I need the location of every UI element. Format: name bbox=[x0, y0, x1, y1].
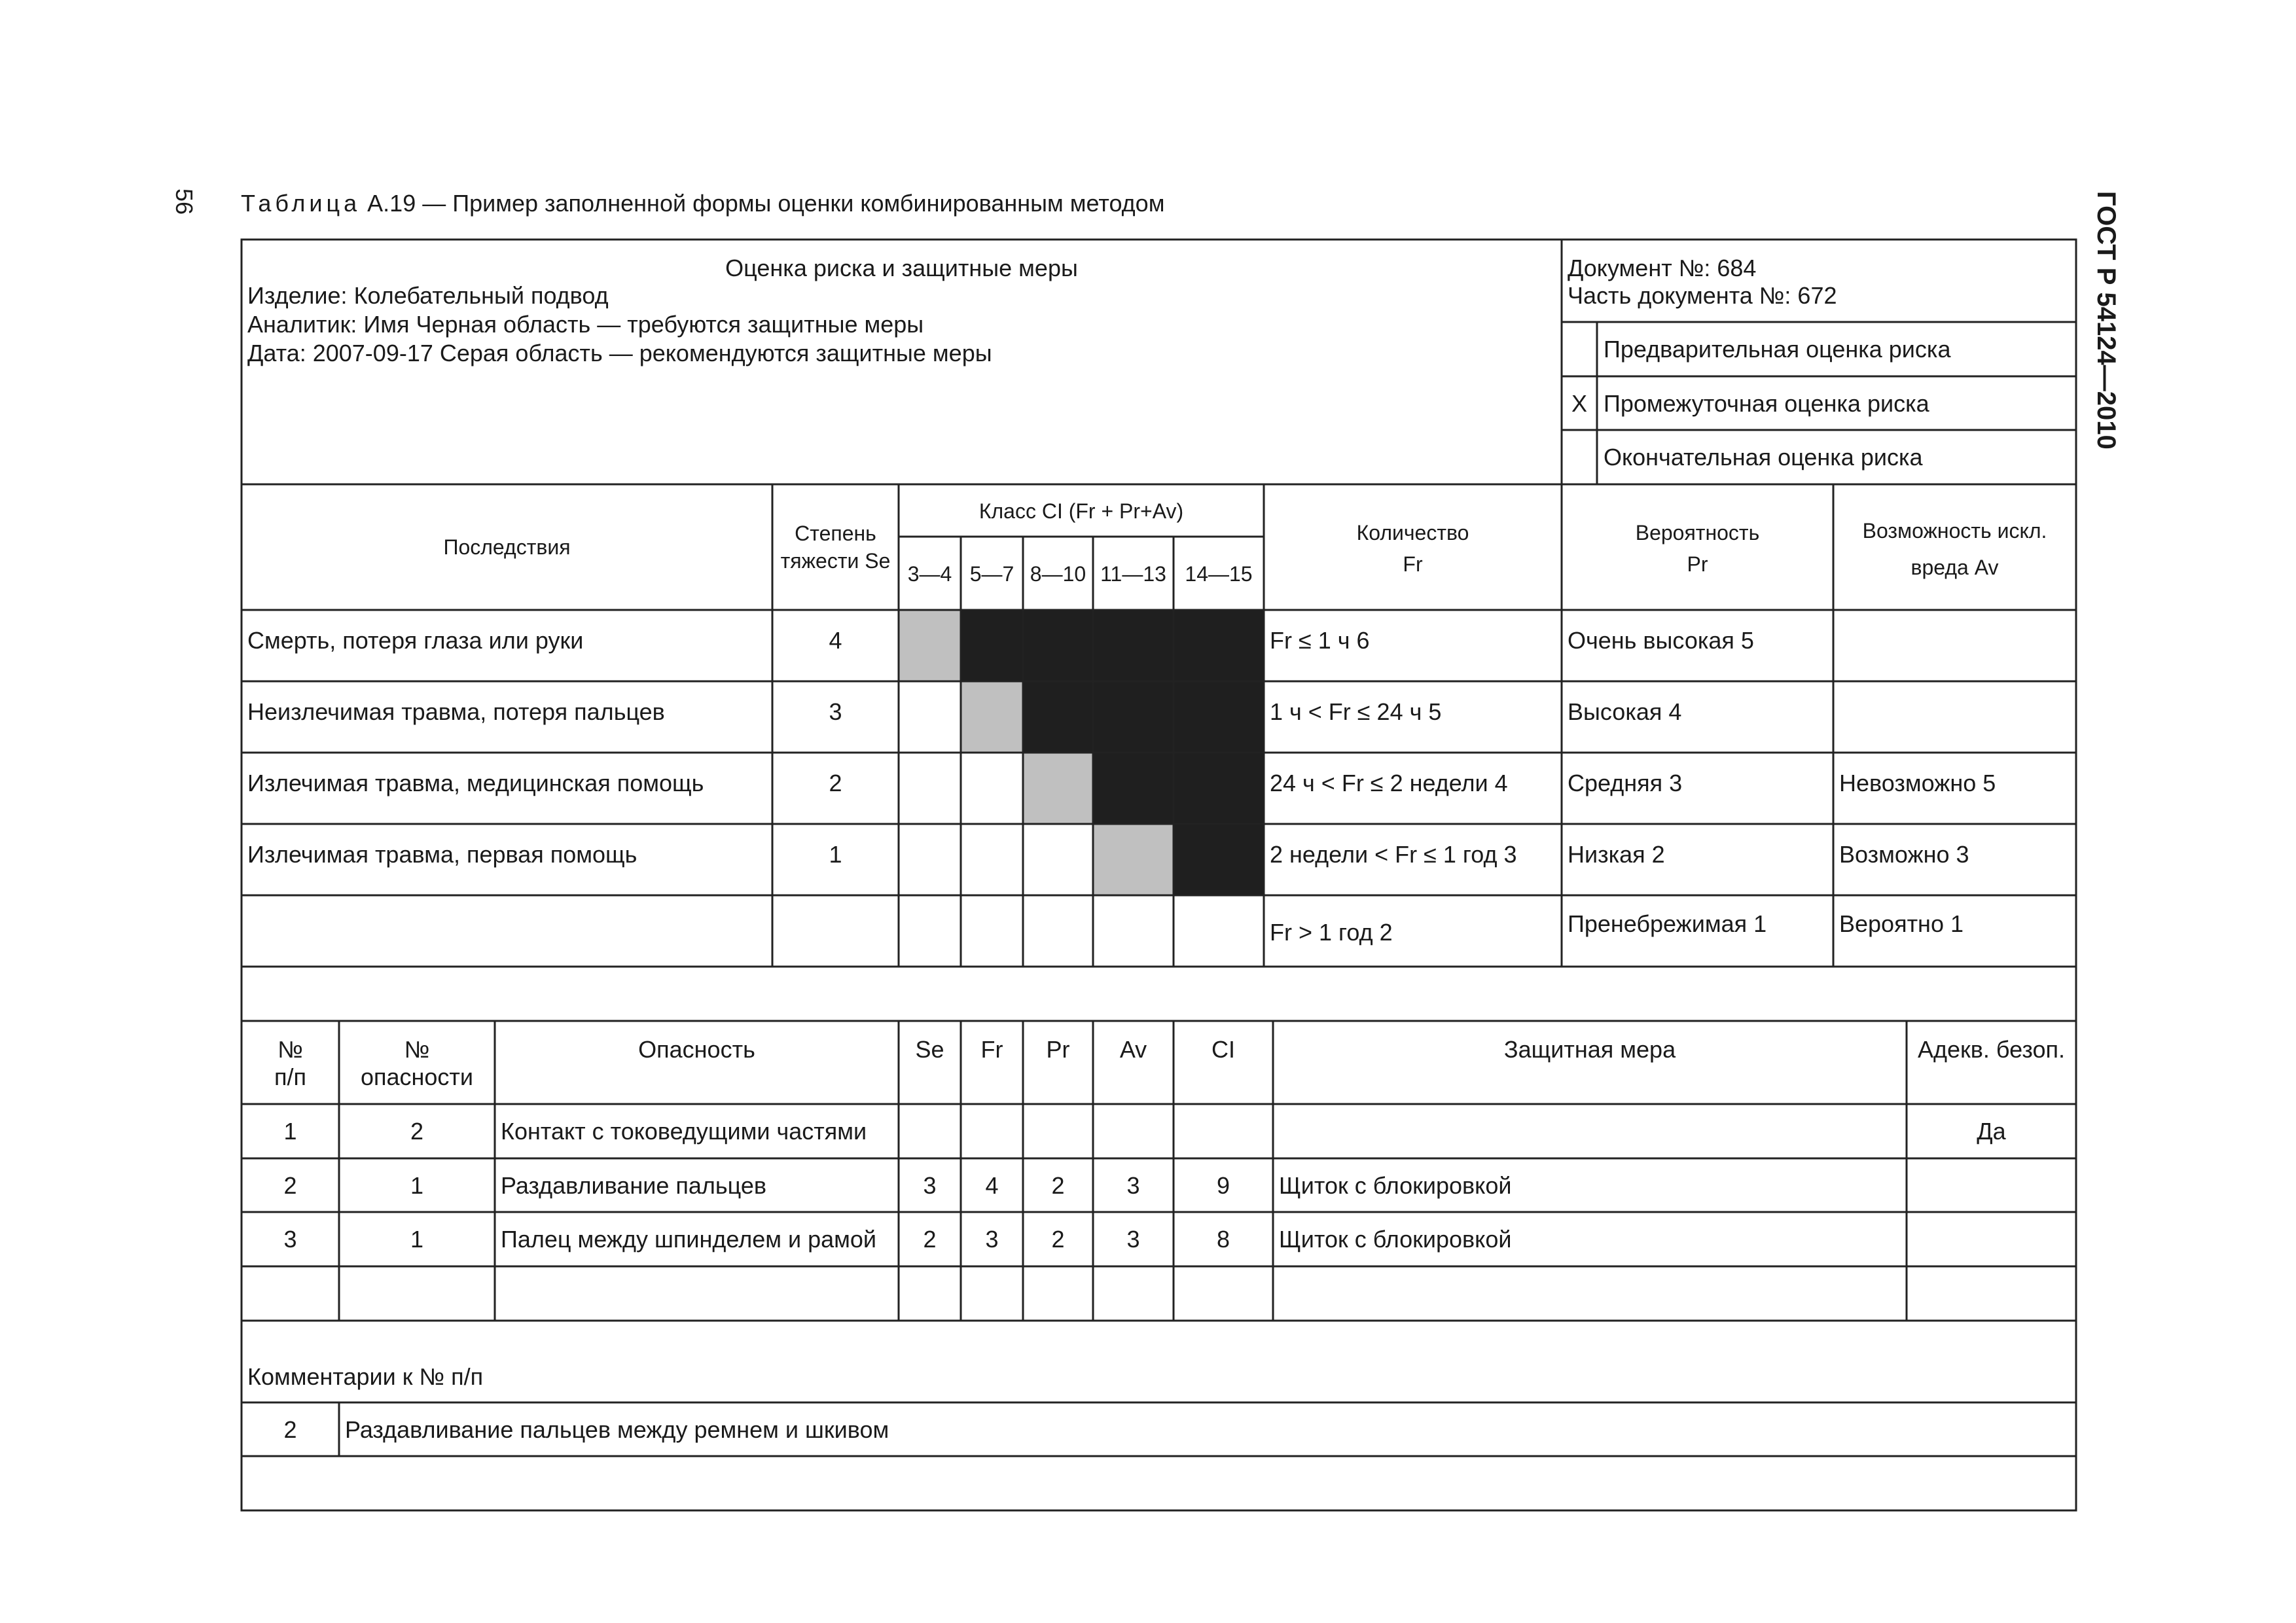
comment-text-cell: Раздавливание пальцев между ремнем и шкивом bbox=[345, 1416, 889, 1443]
frequency-cell: 2 недели < Fr ≤ 1 год 3 bbox=[1270, 841, 1517, 868]
consequence-cell: Излечимая травма, первая помощь bbox=[247, 841, 637, 868]
col-consequences: Последствия bbox=[443, 535, 571, 559]
page-number: 56 bbox=[171, 188, 198, 215]
date-line: Дата: 2007-09-17 Серая область — рекомендуются защитные меры bbox=[247, 340, 992, 366]
caption-label: Таблица bbox=[241, 190, 361, 217]
measure-cell: Щиток с блокировкой bbox=[1279, 1226, 1512, 1253]
hazard-col-fr: Fr bbox=[980, 1036, 1003, 1063]
av-cell: 3 bbox=[1126, 1226, 1140, 1253]
class-range: 3—4 bbox=[907, 562, 952, 586]
hazard-col-hazard: Опасность bbox=[638, 1036, 755, 1063]
ci-cell: 8 bbox=[1216, 1226, 1230, 1253]
severity-cell: 1 bbox=[829, 841, 842, 868]
avoidance-cell: Вероятно 1 bbox=[1839, 910, 1964, 937]
comment-no-cell: 2 bbox=[283, 1416, 297, 1443]
hazard-col-no-line2: п/п bbox=[274, 1063, 306, 1090]
consequence-cell: Неизлечимая травма, потеря пальцев bbox=[247, 698, 665, 725]
fr-cell: 3 bbox=[985, 1226, 999, 1253]
probability-cell: Очень высокая 5 bbox=[1568, 627, 1754, 654]
class-range: 8—10 bbox=[1030, 562, 1086, 586]
class-range: 5—7 bbox=[969, 562, 1014, 586]
frequency-cell: Fr > 1 год 2 bbox=[1270, 919, 1393, 946]
ci-cell: 9 bbox=[1216, 1172, 1230, 1199]
avoidance-cell: Невозможно 5 bbox=[1839, 770, 1996, 796]
severity-cell: 4 bbox=[829, 627, 842, 654]
hazard-cell: Палец между шпинделем и рамой bbox=[501, 1226, 877, 1253]
hazard-col-ci: CI bbox=[1211, 1036, 1235, 1063]
col-frequency-symbol: Fr bbox=[1403, 552, 1423, 576]
pr-cell: 2 bbox=[1051, 1172, 1065, 1199]
severity-cell: 3 bbox=[829, 698, 842, 725]
hazard-col-no: № bbox=[278, 1036, 303, 1063]
analyst-line: Аналитик: Имя Черная область — требуются защитные меры bbox=[247, 311, 924, 338]
caption-text: А.19 — Пример заполненной формы оценки комбинированным методом bbox=[361, 190, 1165, 217]
hazard-cell: Контакт с токоведущими частями bbox=[501, 1118, 867, 1145]
avoidance-cell: Возможно 3 bbox=[1839, 841, 1969, 868]
col-severity: Степень тяжести Se bbox=[780, 522, 891, 573]
standard-designation: ГОСТ Р 54124—2010 bbox=[2092, 191, 2121, 450]
product-line: Изделие: Колебательный подвод bbox=[247, 282, 609, 309]
measure-cell: Щиток с блокировкой bbox=[1279, 1172, 1512, 1199]
se-cell: 3 bbox=[923, 1172, 937, 1199]
hazard-col-measure: Защитная мера bbox=[1503, 1036, 1676, 1063]
probability-cell: Средняя 3 bbox=[1568, 770, 1683, 796]
frequency-cell: Fr ≤ 1 ч 6 bbox=[1270, 627, 1370, 654]
frequency-cell: 1 ч < Fr ≤ 24 ч 5 bbox=[1270, 698, 1442, 725]
se-cell: 2 bbox=[923, 1226, 937, 1253]
hazard-col-av: Av bbox=[1119, 1036, 1147, 1063]
av-cell: 3 bbox=[1126, 1172, 1140, 1199]
probability-cell: Пренебрежимая 1 bbox=[1568, 910, 1767, 937]
col-avoidance: Возможность искл. bbox=[1862, 519, 2047, 543]
frequency-cell: 24 ч < Fr ≤ 2 недели 4 bbox=[1270, 770, 1508, 796]
hazard-id-cell: 2 bbox=[410, 1118, 424, 1145]
col-probability: Вероятность bbox=[1635, 521, 1760, 544]
severity-cell: 2 bbox=[829, 770, 842, 796]
hazard-id-cell: 1 bbox=[410, 1172, 424, 1199]
hazard-cell: Раздавливание пальцев bbox=[501, 1172, 766, 1199]
pr-cell: 2 bbox=[1051, 1226, 1065, 1253]
document-part: Часть документа №: 672 bbox=[1568, 282, 1837, 309]
assessment-final: Окончательная оценка риска bbox=[1604, 444, 1923, 471]
document-number: Документ №: 684 bbox=[1568, 255, 1757, 281]
hazard-no-cell: 3 bbox=[283, 1226, 297, 1253]
col-probability-symbol: Pr bbox=[1687, 552, 1708, 576]
hazard-no-cell: 1 bbox=[283, 1118, 297, 1145]
hazard-col-se: Se bbox=[915, 1036, 944, 1063]
hazard-col-adequate: Адекв. безоп. bbox=[1918, 1036, 2065, 1063]
consequence-cell: Излечимая травма, медицинская помощь bbox=[247, 770, 704, 796]
col-avoidance-line2: вреда Av bbox=[1910, 556, 1999, 579]
assessment-mark[interactable]: X bbox=[1571, 390, 1587, 417]
class-range: 11—13 bbox=[1100, 562, 1166, 586]
hazard-id-cell: 1 bbox=[410, 1226, 424, 1253]
adequate-cell: Да bbox=[1977, 1118, 2006, 1145]
comments-title: Комментарии к № п/п bbox=[247, 1363, 484, 1390]
consequence-cell: Смерть, потеря глаза или руки bbox=[247, 627, 584, 654]
form-title: Оценка риска и защитные меры bbox=[725, 255, 1078, 281]
hazard-col-hazard-no: № bbox=[404, 1036, 430, 1063]
assessment-intermediate: Промежуточная оценка риска bbox=[1604, 390, 1929, 417]
col-class: Класс CI (Fr + Pr+Av) bbox=[978, 499, 1184, 523]
hazard-col-hazard-no-line2: опасности bbox=[360, 1063, 474, 1090]
probability-cell: Высокая 4 bbox=[1568, 698, 1682, 725]
assessment-preliminary: Предварительная оценка риска bbox=[1604, 336, 1951, 363]
hazard-no-cell: 2 bbox=[283, 1172, 297, 1199]
probability-cell: Низкая 2 bbox=[1568, 841, 1665, 868]
hazard-col-pr: Pr bbox=[1046, 1036, 1070, 1063]
fr-cell: 4 bbox=[985, 1172, 999, 1199]
class-range: 14—15 bbox=[1185, 562, 1253, 586]
col-frequency: Количество bbox=[1356, 521, 1469, 544]
